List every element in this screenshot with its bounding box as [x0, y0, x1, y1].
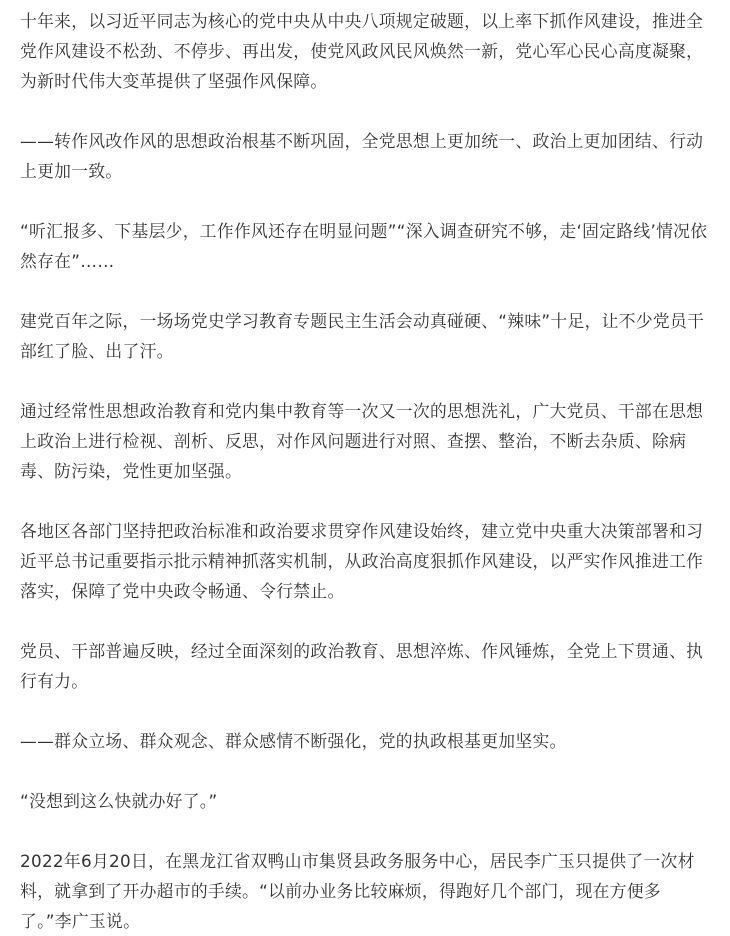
paragraph: 各地区各部门坚持把政治标准和政治要求贯穿作风建设始终，建立党中央重大决策部署和习近平总书记重要指示批示精神抓落实机制，从政治高度狠抓作风建设，以严实作风推进工作落实，保障了党中央政令畅通、令行禁止。	[20, 521, 704, 601]
paragraph: 2022年6月20日，在黑龙江省双鸭山市集贤县政务服务中心，居民李广玉只提供了一次材料，就拿到了开办超市的手续。“以前办业务比较麻烦，得跑好几个部门，现在方便多了。”李广玉说。	[20, 851, 695, 931]
paragraph: 党员、干部普遍反映，经过全面深刻的政治教育、思想淬炼、作风锤炼，全党上下贯通、执行有力。	[20, 641, 704, 691]
paragraph: “听汇报多、下基层少，工作作风还存在明显问题”“深入调查研究不够，走‘固定路线’情况依然存在”……	[20, 221, 708, 271]
paragraph: ——群众立场、群众观念、群众感情不断强化，党的执政根基更加坚实。	[20, 731, 567, 751]
paragraph: “没想到这么快就办好了。”	[20, 791, 218, 811]
paragraph: 通过经常性思想政治教育和党内集中教育等一次又一次的思想洗礼，广大党员、干部在思想上政治上进行检视、剖析、反思，对作风问题进行对照、查摆、整治，不断去杂质、除病毒、防污染，党性更加坚强。	[20, 401, 704, 481]
article-body	[20, 6, 710, 936]
paragraph: 十年来，以习近平同志为核心的党中央从中央八项规定破题，以上率下抓作风建设，推进全党作风建设不松劲、不停步、再出发，使党风政风民风焕然一新，党心军心民心高度凝聚，为新时代伟大变革提供了坚强作风保障。	[20, 11, 704, 91]
paragraph: ——转作风改作风的思想政治根基不断巩固，全党思想上更加统一、政治上更加团结、行动上更加一致。	[20, 131, 704, 181]
paragraph: 建党百年之际，一场场党史学习教育专题民主生活会动真碰硬、“辣味”十足，让不少党员干部红了脸、出了汗。	[20, 311, 705, 361]
